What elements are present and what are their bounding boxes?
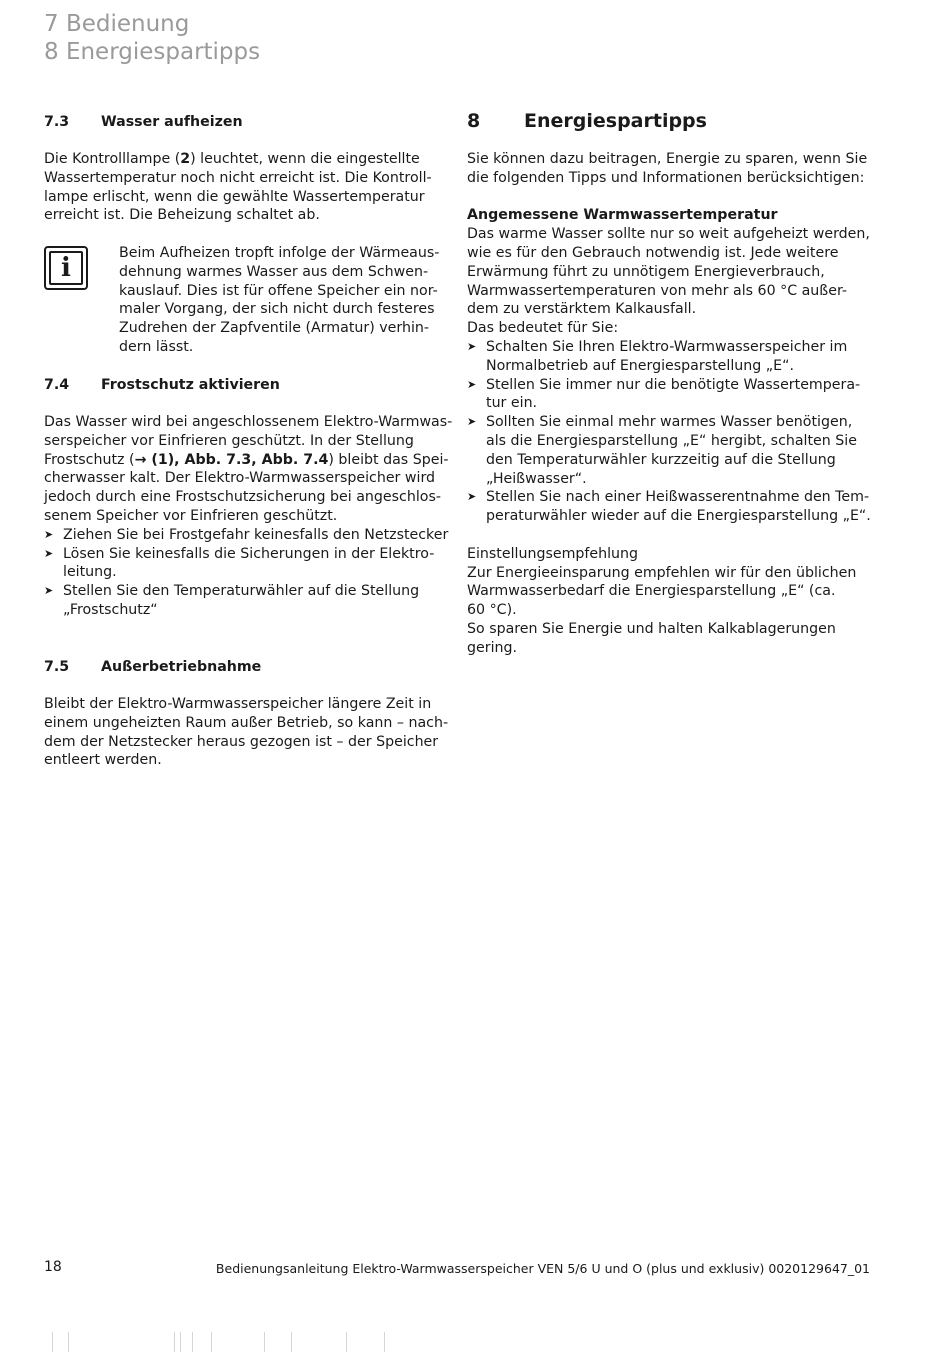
figure-reference: → (1), Abb. 7.3, Abb. 7.4 xyxy=(134,451,329,468)
info-line: Zudrehen der Zapfventile (Armatur) verhin- xyxy=(119,320,430,337)
text: Frostschutz ( xyxy=(44,451,135,468)
section-title: Energiespartipps xyxy=(524,110,707,132)
text: „Frostschutz“ xyxy=(63,601,158,618)
text-line: dem zu verstärktem Kalkausfall. xyxy=(467,301,697,318)
paragraph-7-4 xyxy=(44,413,464,620)
section-heading-8 xyxy=(467,109,707,133)
text: Die Kontrolllampe ( xyxy=(44,151,181,167)
subheading: Angemessene Warmwassertemperatur xyxy=(467,207,778,224)
text-line: entleert werden. xyxy=(44,752,162,769)
ref-number: 2 xyxy=(180,151,191,167)
section-heading-7-4 xyxy=(44,376,280,395)
chapter-title-7: 7 Bedienung xyxy=(44,11,190,37)
text-line: Sie können dazu beitragen, Energie zu sparen, wenn Sie xyxy=(467,151,868,167)
recommendation-heading: Einstellungsempfehlung xyxy=(467,545,639,562)
info-note xyxy=(119,244,459,357)
text-line: Wassertemperatur noch nicht erreicht ist. Die Kontroll- xyxy=(44,169,432,186)
text-line: cherwasser kalt. Der Elektro-Warmwasserspeicher wird xyxy=(44,470,436,487)
text-line: Zur Energieeinsparung empfehlen wir für den üblichen xyxy=(467,564,857,581)
info-icon: i xyxy=(44,246,88,290)
text: ) bleibt das Spei- xyxy=(328,451,449,468)
text-line: Bleibt der Elektro-Warmwasserspeicher längere Zeit in xyxy=(44,696,432,712)
text-line: Das Wasser wird bei angeschlossenem Elektro-Warmwas- xyxy=(44,414,453,430)
text: tur ein. xyxy=(486,395,538,412)
list-item xyxy=(467,376,887,414)
text-line: erreicht ist. Die Beheizung schaltet ab. xyxy=(44,207,320,224)
info-line: kauslauf. Dies ist für offene Speicher ein nor- xyxy=(119,282,438,299)
text-line: jedoch durch eine Frostschutzsicherung bei angeschlos- xyxy=(44,489,441,506)
text: peraturwähler wieder auf die Energiesparstellung „E“. xyxy=(486,508,871,525)
section-number: 7.5 xyxy=(44,659,70,675)
text-line: gering. xyxy=(467,639,518,656)
info-line: dehnung warmes Wasser aus dem Schwen- xyxy=(119,263,429,280)
text-line: einem ungeheizten Raum außer Betrieb, so kann – nach- xyxy=(44,714,449,731)
section-title: Außerbetriebnahme xyxy=(101,659,262,675)
text: leitung. xyxy=(63,564,117,581)
paragraph-7-5 xyxy=(44,695,464,770)
text-line: Das bedeutet für Sie: xyxy=(467,320,619,337)
text-line: senem Speicher vor Einfrieren geschützt. xyxy=(44,507,338,524)
text-line: dem der Netzstecker heraus gezogen ist – der Speicher xyxy=(44,733,439,750)
text: Stellen Sie immer nur die benötigte Wassertempera- xyxy=(486,376,861,393)
section-number: 8 xyxy=(467,110,481,132)
text: als die Energiesparstellung „E“ hergibt, schalten Sie xyxy=(486,432,857,449)
section-heading-7-3 xyxy=(44,113,454,132)
instruction-list xyxy=(44,526,464,620)
document-title: Bedienungsanleitung Elektro-Warmwasserspeicher VEN 5/6 U und O (plus und exklusiv) 0020129647_01 xyxy=(215,1261,870,1276)
list-item xyxy=(44,526,464,545)
text-line: Erwärmung führt zu unnötigem Energieverbrauch, xyxy=(467,263,825,280)
text: den Temperaturwähler kurzzeitig auf die Stellung xyxy=(486,451,836,468)
info-line: Beim Aufheizen tropft infolge der Wärmeaus- xyxy=(119,245,440,261)
left-column xyxy=(44,113,454,132)
text-line: Warmwassertemperaturen von mehr als 60 °C außer- xyxy=(467,282,848,299)
list-item xyxy=(44,582,464,620)
text-line: 60 °C). xyxy=(467,602,517,619)
text-line: Warmwasserbedarf die Energiesparstellung „E“ (ca. xyxy=(467,583,836,600)
text-line: wie es für den Gebrauch notwendig ist. Jede weitere xyxy=(467,244,839,261)
text-line: Das warme Wasser sollte nur so weit aufgeheizt werden, xyxy=(467,226,870,243)
text: ) leuchtet, wenn die eingestellte xyxy=(190,151,420,167)
section-number: 7.4 xyxy=(44,377,70,393)
list-item xyxy=(467,338,887,376)
section-number: 7.3 xyxy=(44,114,70,130)
list-item xyxy=(44,545,464,583)
list-item xyxy=(467,413,887,488)
text: Stellen Sie nach einer Heißwasserentnahme den Tem- xyxy=(486,489,870,506)
text: Ziehen Sie bei Frostgefahr keinesfalls den Netzstecker xyxy=(63,526,449,543)
text: Schalten Sie Ihren Elektro-Warmwasserspeicher im xyxy=(486,338,848,355)
info-line: maler Vorgang, der sich nicht durch festeres xyxy=(119,301,435,318)
info-line: dern lässt. xyxy=(119,338,194,355)
chapter-title-8: 8 Energiespartipps xyxy=(44,39,261,65)
section-title: Wasser aufheizen xyxy=(101,114,243,130)
section-heading-7-5 xyxy=(44,658,261,677)
text-line: die folgenden Tipps und Informationen berücksichtigen: xyxy=(467,169,865,186)
section-title: Frostschutz aktivieren xyxy=(101,377,280,393)
text: Normalbetrieb auf Energiesparstellung „E“. xyxy=(486,357,794,374)
page-number: 18 xyxy=(44,1259,62,1275)
tips-list xyxy=(467,338,887,526)
text-line: So sparen Sie Energie und halten Kalkablagerungen xyxy=(467,620,836,637)
section-8-body xyxy=(467,150,887,658)
text: „Heißwasser“. xyxy=(486,470,587,487)
paragraph-7-3 xyxy=(44,150,464,225)
text: Stellen Sie den Temperaturwähler auf die Stellung xyxy=(63,583,420,600)
text-line: lampe erlischt, wenn die gewählte Wassertemperatur xyxy=(44,188,425,205)
list-item xyxy=(467,488,887,526)
text: Lösen Sie keinesfalls die Sicherungen in der Elektro- xyxy=(63,545,435,562)
text: Sollten Sie einmal mehr warmes Wasser benötigen, xyxy=(486,414,853,431)
text-line: serspeicher vor Einfrieren geschützt. In der Stellung xyxy=(44,432,414,449)
